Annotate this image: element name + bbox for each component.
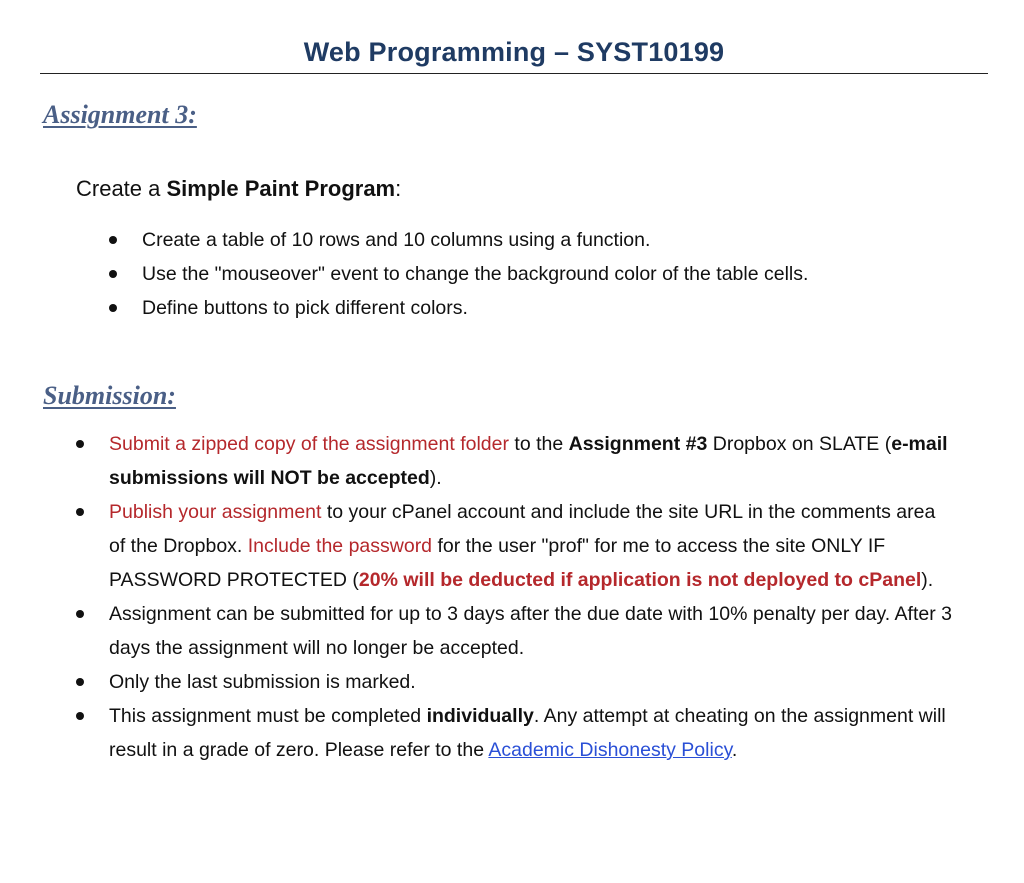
submission-text: . Any attempt at cheating on the assignment will result in a grade of zero. Please refer to the bbox=[109, 705, 946, 761]
submission-text: to the bbox=[508, 433, 569, 455]
assignment-heading: Assignment 3: bbox=[43, 100, 197, 129]
task-item: Create a table of 10 rows and 10 columns using a function. bbox=[109, 223, 989, 257]
submission-heading: Submission: bbox=[43, 381, 176, 410]
password-text: Include the password bbox=[247, 535, 433, 557]
submission-text: This assignment must be completed bbox=[109, 705, 427, 727]
task-list bbox=[109, 223, 989, 325]
submission-text: for the user "prof" for me to access the site ONLY IF PASSWORD PROTECTED ( bbox=[109, 535, 886, 591]
academic-dishonesty-policy-link[interactable]: Academic Dishonesty Policy bbox=[488, 739, 732, 761]
task-item: Use the "mouseover" event to change the background color of the table cells. bbox=[109, 257, 989, 291]
submission-item-publish bbox=[76, 495, 956, 597]
submission-item-late-policy: Assignment can be submitted for up to 3 days after the due date with 10% penalty per day. After 3 days the assignment will no longer be accepted. bbox=[76, 597, 956, 665]
submission-text: ). bbox=[921, 569, 934, 591]
submission-list bbox=[76, 427, 956, 767]
task-item: Define buttons to pick different colors. bbox=[109, 291, 989, 325]
page-title: Web Programming – SYST10199 bbox=[303, 37, 725, 67]
individually-text: individually bbox=[426, 705, 534, 727]
email-warning: e-mail submissions will NOT be accepted bbox=[109, 433, 948, 489]
intro-prefix: Create a bbox=[76, 176, 167, 201]
submit-zip-text: Submit a zipped copy of the assignment folder bbox=[109, 433, 509, 455]
assignment-intro bbox=[76, 173, 401, 205]
deduction-warning: 20% will be deducted if application is not deployed to cPanel bbox=[358, 569, 922, 591]
submission-item-last-marked: Only the last submission is marked. bbox=[76, 665, 956, 699]
intro-suffix: : bbox=[395, 176, 402, 201]
publish-text: Publish your assignment bbox=[109, 501, 322, 523]
intro-program-name: Simple Paint Program bbox=[166, 176, 396, 201]
submission-item-individual bbox=[76, 699, 956, 767]
assignment-dropbox-name: Assignment #3 bbox=[568, 433, 708, 455]
submission-item-dropbox bbox=[76, 427, 956, 495]
submission-text: ). bbox=[429, 467, 442, 489]
submission-text: Dropbox on SLATE ( bbox=[707, 433, 892, 455]
title-divider bbox=[40, 73, 988, 74]
submission-text: . bbox=[731, 739, 738, 761]
submission-text: to your cPanel account and include the site URL in the comments area of the Dropbox. bbox=[109, 501, 936, 557]
